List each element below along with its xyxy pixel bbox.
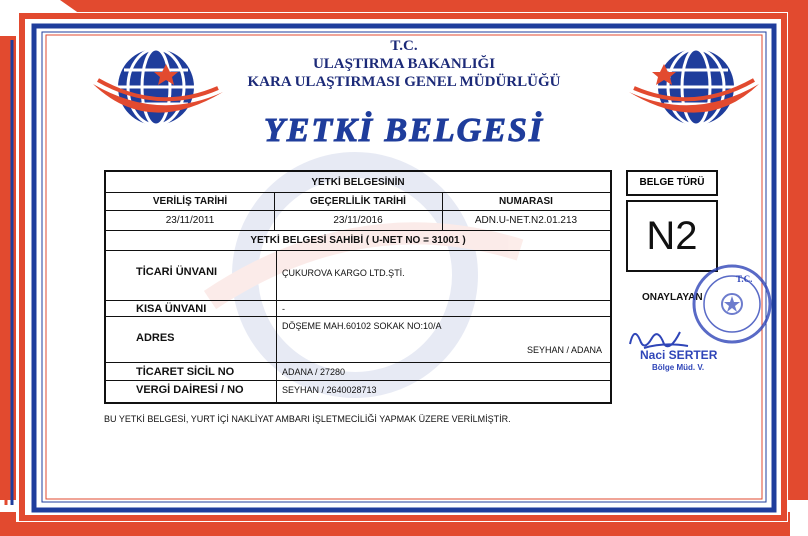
header-line-tc: T.C. bbox=[390, 38, 418, 54]
col-header-issue-date: VERİLİŞ TARİHİ bbox=[152, 196, 228, 207]
validity-date-value: 23/11/2016 bbox=[333, 215, 383, 226]
row-value-address: DÖŞEME MAH.60102 SOKAK NO:10/A bbox=[282, 321, 442, 331]
official-stamp bbox=[690, 262, 774, 346]
owner-title: YETKİ BELGESİ SAHİBİ ( U-NET NO = 31001 ) bbox=[250, 235, 466, 246]
row-label-trade-name: TİCARİ ÜNVANI bbox=[136, 266, 218, 278]
col-header-number: NUMARASI bbox=[499, 196, 553, 207]
row-value-trade-name: ÇUKUROVA KARGO LTD.ŞTİ. bbox=[282, 268, 405, 278]
row-label-address: ADRES bbox=[136, 332, 175, 344]
document-type-label: BELGE TÜRÜ bbox=[639, 177, 705, 188]
row-label-tax-office: VERGİ DAİRESİ / NO bbox=[136, 384, 244, 396]
row-value-short-name: - bbox=[282, 304, 285, 314]
issue-date-value: 23/11/2011 bbox=[165, 215, 215, 226]
document-type-label-box bbox=[626, 170, 718, 196]
row-value-address-city: SEYHAN / ADANA bbox=[526, 345, 602, 355]
stamp-text: T.C. bbox=[736, 274, 753, 284]
header-ministry: ULAŞTIRMA BAKANLIĞI bbox=[312, 56, 496, 72]
header-directorate: KARA ULAŞTIRMASI GENEL MÜDÜRLÜĞÜ bbox=[247, 74, 561, 90]
signer-name: Naci SERTER bbox=[640, 348, 718, 362]
approver-label: ONAYLAYAN bbox=[642, 292, 703, 303]
row-value-tax-office: SEYHAN / 2640028713 bbox=[282, 385, 377, 395]
certificate-table bbox=[104, 170, 612, 404]
section-title: YETKİ BELGESİNİN bbox=[311, 177, 405, 188]
document-type-value: N2 bbox=[646, 214, 698, 258]
col-header-validity-date: GEÇERLİLİK TARİHİ bbox=[310, 196, 406, 207]
row-label-short-name: KISA ÜNVANI bbox=[136, 303, 207, 315]
row-label-trade-registry: TİCARET SİCİL NO bbox=[136, 366, 235, 378]
row-value-trade-registry: ADANA / 27280 bbox=[282, 367, 346, 377]
certificate-number-value: ADN.U-NET.N2.01.213 bbox=[474, 215, 578, 226]
signer-title: Bölge Müd. V. bbox=[652, 363, 705, 372]
footer-note: BU YETKİ BELGESİ, YURT İÇİ NAKLİYAT AMBARI İŞLETMECİLİĞİ YAPMAK ÜZERE VERİLMİŞTİR. bbox=[104, 414, 511, 424]
certificate-title: YETKİ BELGESİ bbox=[263, 112, 545, 149]
